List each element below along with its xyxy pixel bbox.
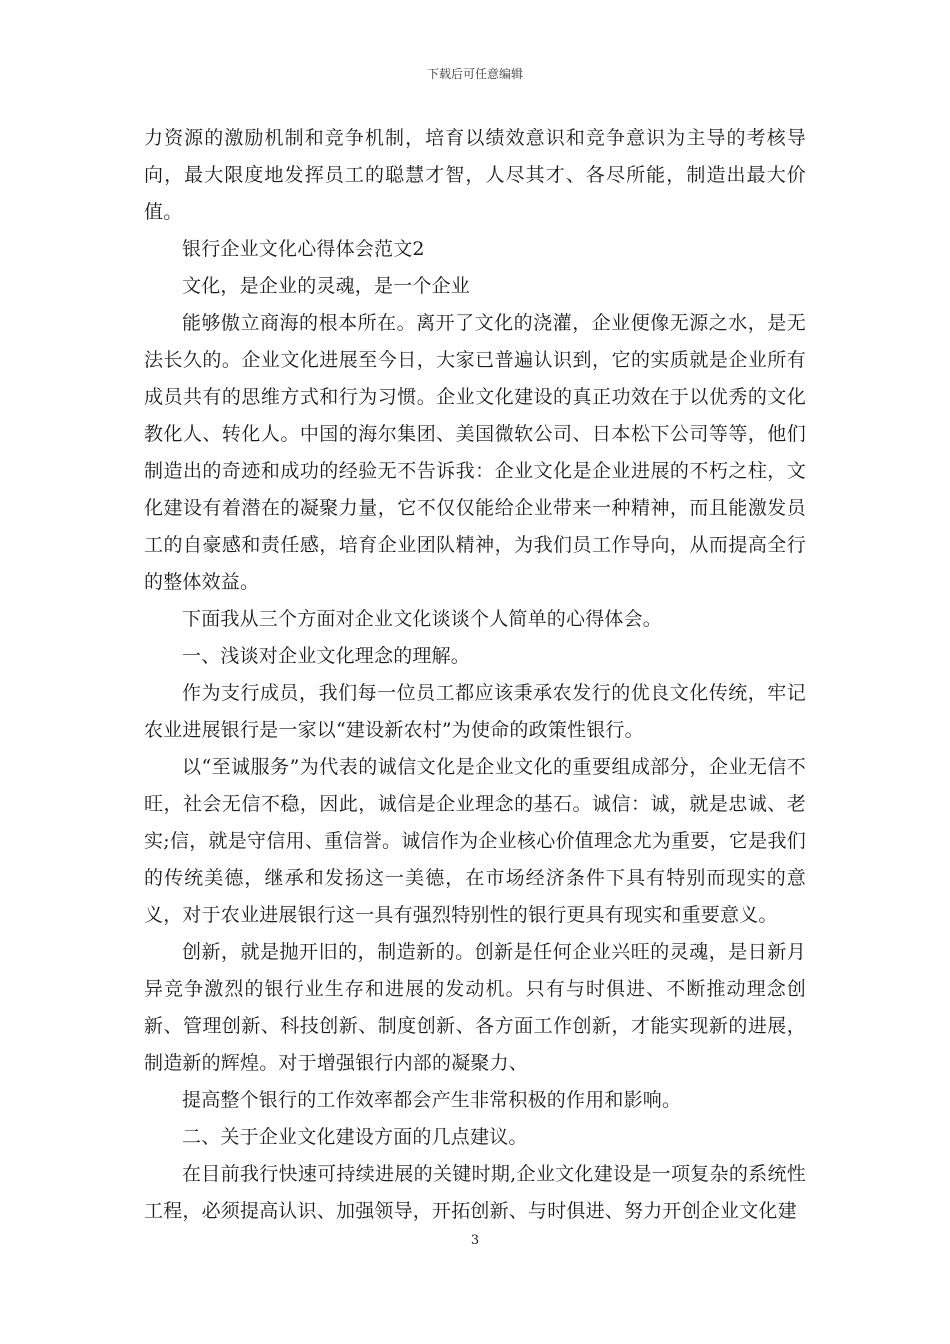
- paragraph: 创新，就是抛开旧的，制造新的。创新是任何企业兴旺的灵魂，是日新月异竞争激烈的银行业生存和进展的发动机。只有与时俱进、不断推动理念创新、管理创新、科技创新、制度创新、各方面工作创新，才能实现新的进展，制造新的辉煌。对于增强银行内部的凝聚力、: [144, 941, 806, 1074]
- page-header: 下载后可任意编辑: [426, 67, 523, 81]
- paragraph: 文化，是企业的灵魂，是一个企业: [182, 275, 471, 297]
- paragraph: 提高整个银行的工作效率都会产生非常积极的作用和影响。: [182, 1089, 682, 1111]
- paragraph: 下面我从三个方面对企业文化谈谈个人简单的心得体会。: [182, 608, 663, 630]
- section-heading: 二、关于企业文化建设方面的几点建议。: [182, 1126, 528, 1148]
- paragraph: 作为支行成员，我们每一位员工都应该秉承农发行的优良文化传统，牢记农业进展银行是一家以“建设新农村”为使命的政策性银行。: [144, 682, 806, 741]
- paragraph: 能够傲立商海的根本所在。离开了文化的浇灌，企业便像无源之水，是无法长久的。企业文化进展至今日，大家已普遍认识到，它的实质就是企业所有成员共有的思维方式和行为习惯。企业文化建设的真正功效在于以优秀的文化教化人、转化人。中国的海尔集团、美国微软公司、日本松下公司等等，他们制造出的奇迹和成功的经验无不告诉我：企业文化是企业进展的不朽之柱，文化建设有着潜在的凝聚力量，它不仅仅能给企业带来一种精神，而且能激发员工的自豪感和责任感，培育企业团队精神，为我们员工作导向，从而提高全行的整体效益。: [144, 312, 806, 593]
- section-heading: 一、浅谈对企业文化理念的理解。: [182, 645, 471, 667]
- paragraph: 在目前我行快速可持续进展的关键时期,企业文化建设是一项复杂的系统性工程，必须提高认识、加强领导，开拓创新、与时俱进、努力开创企业文化建: [144, 1163, 806, 1222]
- paragraph: 力资源的激励机制和竞争机制，培育以绩效意识和竞争意识为主导的考核导向，最大限度地发挥员工的聪慧才智，人尽其才、各尽所能，制造出最大价值。: [144, 127, 806, 223]
- document-body: [144, 120, 806, 1230]
- paragraph: 以“至诚服务”为代表的诚信文化是企业文化的重要组成部分，企业无信不旺，社会无信不稳，因此，诚信是企业理念的基石。诚信：诚，就是忠诚、老实;信，就是守信用、重信誉。诚信作为企业核心价值理念尤为重要，它是我们的传统美德，继承和发扬这一美德，在市场经济条件下具有特别而现实的意义，对于农业进展银行这一具有强烈特别性的银行更具有现实和重要意义。: [144, 756, 806, 926]
- section-title: 银行企业文化心得体会范文2: [182, 238, 425, 260]
- page-number: 3: [470, 1233, 480, 1248]
